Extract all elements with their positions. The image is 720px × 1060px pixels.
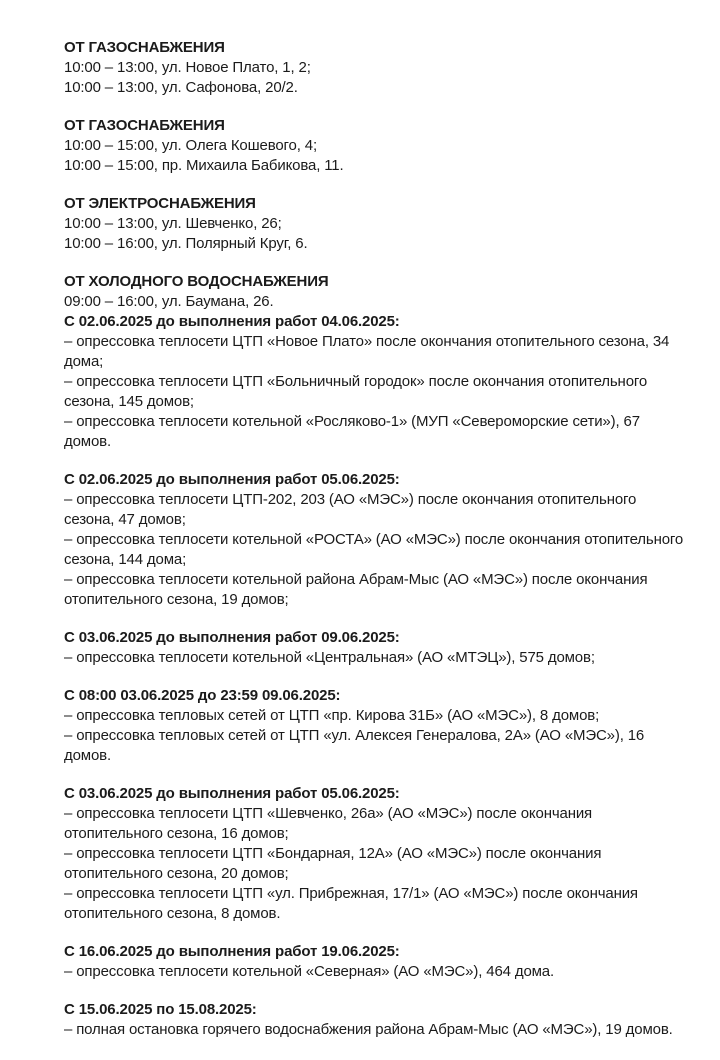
schedule-line: – опрессовка теплосети ЦТП «Бондарная, 12А» (АО «МЭС») после окончания отопительного сезона, 20 домов; — [64, 845, 602, 882]
section-heading: ОТ ГАЗОСНАБЖЕНИЯ — [64, 117, 225, 134]
section-heading: С 16.06.2025 до выполнения работ 19.06.2025: — [64, 943, 400, 960]
schedule-line: – опрессовка теплосети ЦТП «ул. Прибрежная, 17/1» (АО «МЭС») после окончания отопительного сезона, 8 домов. — [64, 885, 638, 922]
schedule-section — [64, 312, 688, 452]
schedule-line: – опрессовка теплосети котельной «РОСТА» (АО «МЭС») после окончания отопительного сезона, 144 дома; — [64, 531, 684, 568]
schedule-line: 09:00 – 16:00, ул. Баумана, 26. — [64, 293, 274, 310]
schedule-line: – полная остановка горячего водоснабжения района Абрам-Мыс (АО «МЭС»), 19 домов. — [64, 1021, 673, 1038]
schedule-line: – опрессовка теплосети ЦТП «Новое Плато» после окончания отопительного сезона, 34 дома; — [64, 333, 670, 370]
section-heading: С 08:00 03.06.2025 до 23:59 09.06.2025: — [64, 687, 341, 704]
schedule-section — [64, 942, 688, 982]
schedule-line: – опрессовка теплосети котельной «Центральная» (АО «МТЭЦ»), 575 домов; — [64, 649, 595, 666]
schedule-section — [64, 272, 688, 312]
schedule-section — [64, 686, 688, 766]
section-heading: С 15.06.2025 по 15.08.2025: — [64, 1001, 257, 1018]
schedule-section — [64, 628, 688, 668]
schedule-line: – опрессовка теплосети ЦТП «Больничный городок» после окончания отопительного сезона, 145 домов; — [64, 373, 648, 410]
schedule-line: 10:00 – 13:00, ул. Новое Плато, 1, 2; — [64, 59, 311, 76]
section-heading: С 03.06.2025 до выполнения работ 05.06.2025: — [64, 785, 400, 802]
schedule-line: – опрессовка теплосети ЦТП-202, 203 (АО «МЭС») после окончания отопительного сезона, 47 домов; — [64, 491, 637, 528]
schedule-section — [64, 194, 688, 254]
schedule-section — [64, 784, 688, 924]
section-heading: ОТ ЭЛЕКТРОСНАБЖЕНИЯ — [64, 195, 256, 212]
schedule-line: – опрессовка тепловых сетей от ЦТП «ул. Алексея Генералова, 2А» (АО «МЭС»), 16 домов. — [64, 727, 645, 764]
schedule-section — [64, 1000, 688, 1040]
schedule-section — [64, 116, 688, 176]
schedule-line: 10:00 – 15:00, ул. Олега Кошевого, 4; — [64, 137, 317, 154]
section-heading: С 03.06.2025 до выполнения работ 09.06.2025: — [64, 629, 400, 646]
section-heading: ОТ ХОЛОДНОГО ВОДОСНАБЖЕНИЯ — [64, 273, 329, 290]
schedule-line: – опрессовка теплосети ЦТП «Шевченко, 26а» (АО «МЭС») после окончания отопительного сезона, 16 домов; — [64, 805, 593, 842]
schedule-line: 10:00 – 13:00, ул. Шевченко, 26; — [64, 215, 282, 232]
schedule-section — [64, 38, 688, 98]
schedule-line: – опрессовка теплосети котельной района Абрам-Мыс (АО «МЭС») после окончания отопительного сезона, 19 домов; — [64, 571, 648, 608]
section-heading: С 02.06.2025 до выполнения работ 04.06.2025: — [64, 313, 400, 330]
schedule-line: 10:00 – 15:00, пр. Михаила Бабикова, 11. — [64, 157, 344, 174]
schedule-line: – опрессовка тепловых сетей от ЦТП «пр. Кирова 31Б» (АО «МЭС»), 8 домов; — [64, 707, 600, 724]
schedule-line: 10:00 – 16:00, ул. Полярный Круг, 6. — [64, 235, 308, 252]
schedule-line: – опрессовка теплосети котельной «Росляково-1» (МУП «Североморские сети»), 67 домов. — [64, 413, 640, 450]
schedule-line: – опрессовка теплосети котельной «Северная» (АО «МЭС»), 464 дома. — [64, 963, 555, 980]
schedule-section — [64, 470, 688, 610]
section-heading: ОТ ГАЗОСНАБЖЕНИЯ — [64, 39, 225, 56]
schedule-line: 10:00 – 13:00, ул. Сафонова, 20/2. — [64, 79, 298, 96]
section-heading: С 02.06.2025 до выполнения работ 05.06.2025: — [64, 471, 400, 488]
